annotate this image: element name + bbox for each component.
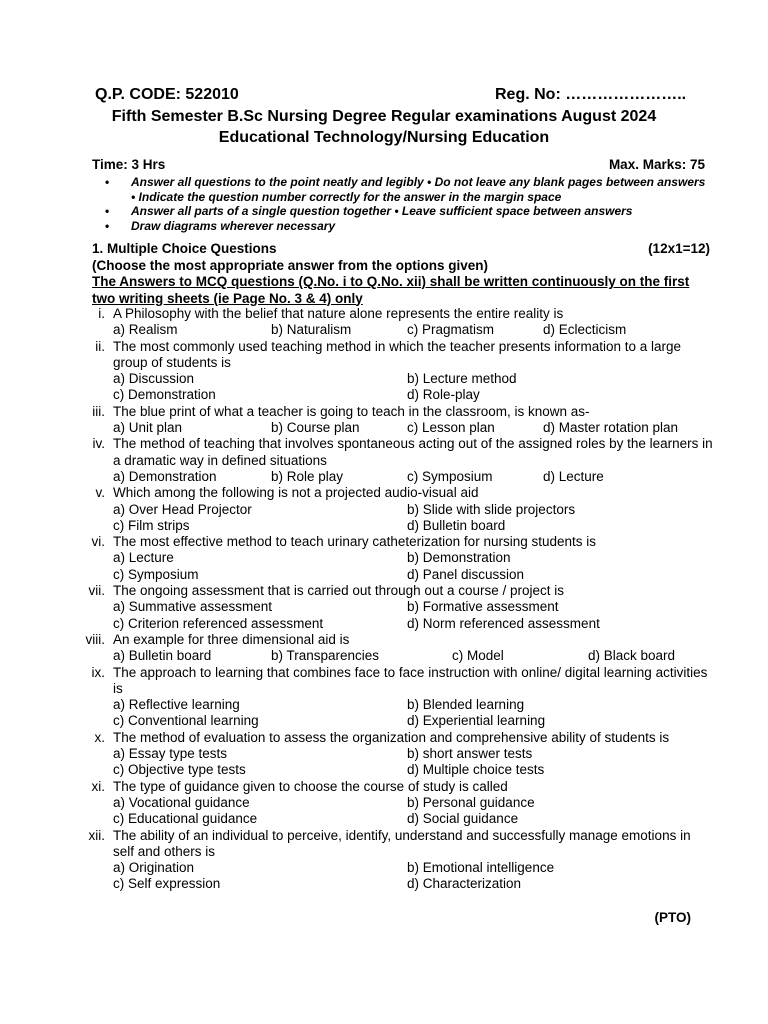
- option-d: d) Experiential learning: [407, 713, 546, 729]
- option-c: c) Lesson plan: [407, 420, 495, 436]
- question-item: [0, 404, 768, 437]
- option-b: b) Transparencies: [271, 648, 380, 664]
- question-number: vii.: [88, 583, 105, 599]
- instruction-item: • Draw diagrams wherever necessary: [105, 218, 336, 233]
- option-b: b) Formative assessment: [407, 599, 559, 615]
- option-d: d) Multiple choice tests: [407, 762, 545, 778]
- time-marks-row: [92, 157, 705, 175]
- question-number: iv.: [92, 436, 105, 452]
- question-number: iii.: [92, 403, 105, 419]
- option-b: b) short answer tests: [407, 746, 533, 762]
- option-d: d) Panel discussion: [407, 566, 525, 582]
- subject-title: Educational Technology/Nursing Education: [218, 129, 550, 146]
- question-item: [0, 828, 768, 893]
- option-b: b) Blended learning: [407, 697, 525, 713]
- option-c: c) Pragmatism: [407, 322, 495, 338]
- options-row: [0, 518, 768, 534]
- max-marks: Max. Marks: 75: [608, 157, 705, 172]
- question-list: [0, 306, 768, 893]
- options-row: [0, 420, 768, 436]
- options-row: [0, 713, 768, 729]
- option-c: c) Demonstration: [113, 387, 216, 403]
- reg-no: Reg. No: …………………..: [495, 86, 687, 103]
- option-a: a) Vocational guidance: [113, 794, 250, 810]
- option-c: c) Self expression: [113, 876, 221, 892]
- question-number: x.: [94, 729, 105, 745]
- option-b: b) Personal guidance: [407, 794, 535, 810]
- question-text: The blue print of what a teacher is going to teach in the classroom, is known as-: [113, 403, 590, 419]
- question-item: [0, 583, 768, 632]
- question-number: vi.: [91, 534, 105, 550]
- option-d: d) Social guidance: [407, 811, 519, 827]
- question-text: A Philosophy with the belief that nature alone represents the entire reality is: [113, 306, 564, 321]
- section-marks: (12x1=12): [648, 241, 710, 256]
- option-c: c) Criterion referenced assessment: [113, 615, 324, 631]
- option-c: c) Symposium: [407, 468, 493, 484]
- options-row: [0, 876, 768, 892]
- option-d: d) Lecture: [543, 468, 604, 484]
- option-a: a) Unit plan: [113, 420, 183, 436]
- options-row: [0, 746, 768, 762]
- option-b: b) Slide with slide projectors: [407, 501, 576, 517]
- question-number: viii.: [85, 631, 105, 647]
- question-item: [0, 730, 768, 779]
- option-b: b) Emotional intelligence: [407, 860, 555, 876]
- options-row: [0, 322, 768, 338]
- question-text: An example for three dimensional aid is: [113, 631, 350, 647]
- options-row: [0, 599, 768, 615]
- option-c: c) Educational guidance: [113, 811, 258, 827]
- option-b: b) Role play: [271, 468, 344, 484]
- option-d: d) Characterization: [407, 876, 522, 892]
- option-c: c) Conventional learning: [113, 713, 259, 729]
- option-b: b) Naturalism: [271, 322, 352, 338]
- question-item: [0, 779, 768, 828]
- option-d: d) Bulletin board: [407, 517, 506, 533]
- pto-label: (PTO): [654, 910, 691, 925]
- question-item: [0, 632, 768, 665]
- options-row: [0, 648, 768, 664]
- question-item: [0, 436, 768, 485]
- option-a: a) Lecture: [113, 550, 174, 566]
- option-d: d) Black board: [588, 648, 676, 664]
- option-b: b) Lecture method: [407, 371, 517, 387]
- option-c: c) Objective type tests: [113, 762, 246, 778]
- option-b: b) Demonstration: [407, 550, 511, 566]
- question-number: xii.: [88, 827, 105, 843]
- instruction-item: • Answer all questions to the point neatly and legibly • Do not leave any blank pages between answers • Indicate the question number correctly for the answer in the margin space: [105, 175, 706, 204]
- exam-title: Fifth Semester B.Sc Nursing Degree Regular examinations August 2024: [111, 108, 657, 125]
- option-d: d) Norm referenced assessment: [407, 615, 600, 631]
- question-text: The most commonly used teaching method in which the teacher presents information to a large group of students is: [113, 338, 682, 370]
- options-row: [0, 371, 768, 387]
- instructions-list: [92, 175, 712, 233]
- options-row: [0, 860, 768, 876]
- options-row: [0, 469, 768, 485]
- section-subheading: (Choose the most appropriate answer from the options given): [92, 257, 489, 273]
- section-note: The Answers to MCQ questions (Q.No. i to Q.No. xii) shall be written continuously on the first two writing sheets (ie Page No. 3 & 4) only: [92, 274, 690, 306]
- question-number: v.: [95, 485, 105, 501]
- question-item: [0, 339, 768, 404]
- instruction-item: • Answer all parts of a single question together • Leave sufficient space between answers: [105, 204, 633, 218]
- option-a: a) Realism: [113, 322, 178, 338]
- options-row: [0, 616, 768, 632]
- question-item: [0, 485, 768, 534]
- question-number: xi.: [91, 778, 105, 794]
- section-header: [92, 241, 710, 307]
- header-row: [95, 86, 710, 106]
- bullet-icon: •: [105, 204, 110, 218]
- options-row: [0, 697, 768, 713]
- option-a: a) Over Head Projector: [113, 501, 252, 517]
- options-row: [0, 811, 768, 827]
- question-text: The method of teaching that involves spontaneous acting out of the assigned roles by the learners in a dramatic way in defined situations: [113, 436, 713, 468]
- options-row: [0, 567, 768, 583]
- question-item: [0, 534, 768, 583]
- option-a: a) Summative assessment: [113, 599, 273, 615]
- option-c: c) Model: [452, 648, 504, 664]
- question-item: [0, 665, 768, 730]
- question-text: Which among the following is not a projected audio-visual aid: [113, 485, 479, 501]
- options-row: [0, 387, 768, 403]
- options-row: [0, 795, 768, 811]
- question-number: i.: [98, 306, 105, 321]
- question-text: The most effective method to teach urinary catheterization for nursing students is: [113, 534, 597, 550]
- options-row: [0, 502, 768, 518]
- question-number: ix.: [91, 664, 105, 680]
- question-text: The ability of an individual to perceive, identify, understand and successfully manage emotions in self and others is: [113, 827, 691, 859]
- question-text: The type of guidance given to choose the course of study is called: [113, 778, 508, 794]
- option-d: d) Master rotation plan: [543, 420, 679, 436]
- option-d: d) Role-play: [407, 387, 480, 403]
- option-a: a) Essay type tests: [113, 746, 228, 762]
- option-a: a) Bulletin board: [113, 648, 212, 664]
- option-a: a) Origination: [113, 860, 195, 876]
- option-a: a) Demonstration: [113, 468, 217, 484]
- bullet-icon: •: [105, 218, 110, 233]
- qp-code: Q.P. CODE: 522010: [95, 86, 239, 103]
- bullet-icon: •: [105, 175, 110, 189]
- options-row: [0, 762, 768, 778]
- question-item: [0, 306, 768, 339]
- question-text: The ongoing assessment that is carried out through out a course / project is: [113, 583, 564, 599]
- question-text: The approach to learning that combines face to face instruction with online/ digital learning activities is: [113, 664, 708, 696]
- option-c: c) Film strips: [113, 517, 190, 533]
- option-a: a) Reflective learning: [113, 697, 240, 713]
- options-row: [0, 550, 768, 566]
- question-text: The method of evaluation to assess the organization and comprehensive ability of students is: [113, 729, 670, 745]
- option-c: c) Symposium: [113, 566, 199, 582]
- question-number: ii.: [95, 338, 105, 354]
- time-allowed: Time: 3 Hrs: [92, 157, 166, 172]
- section-heading: 1. Multiple Choice Questions: [92, 241, 277, 256]
- option-b: b) Course plan: [271, 420, 360, 436]
- option-d: d) Eclecticism: [543, 322, 627, 338]
- option-a: a) Discussion: [113, 371, 195, 387]
